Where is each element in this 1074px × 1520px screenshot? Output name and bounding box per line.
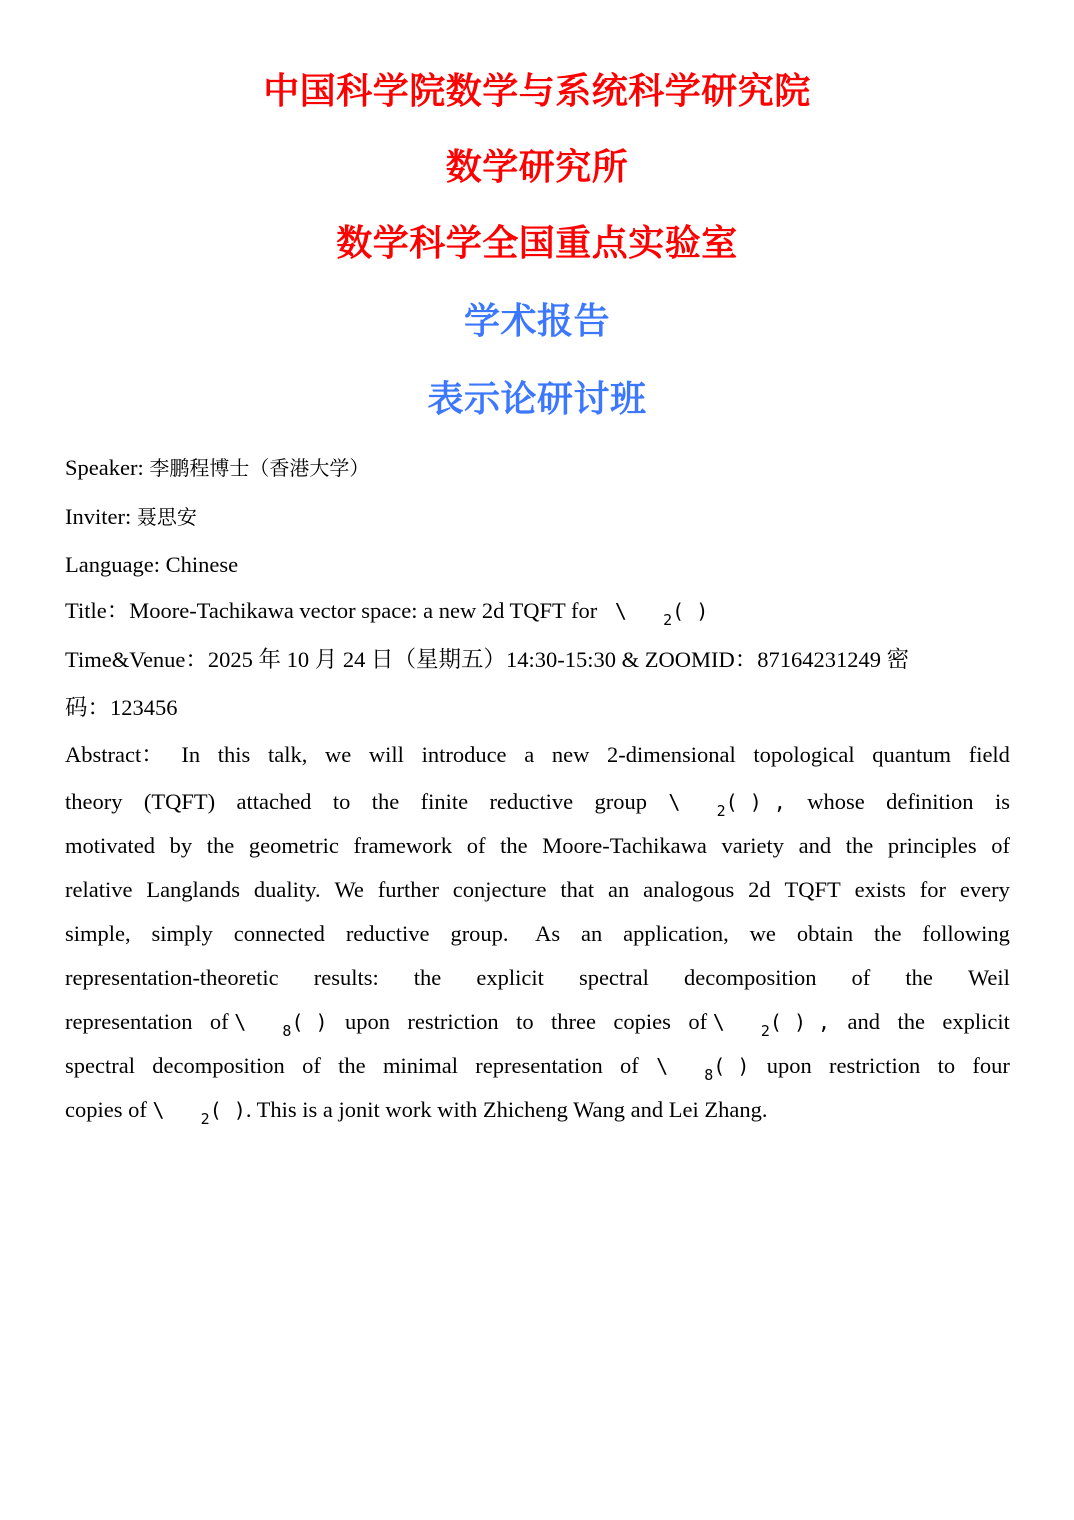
institute-heading: 中国科学院数学与系统科学研究院 (263, 71, 811, 112)
abstract-line: theory (TQFT) attached to the finite reductive group \ 2( ) , whose definition is (65, 789, 1010, 820)
title-label: Title： (65, 598, 130, 623)
time-value: 2025 年 10 月 24 日（星期五）14:30-15:30 & ZOOMID：87164231249 密 (207, 647, 910, 672)
title-value: Moore-Tachikawa vector space: a new 2d TQFT for (129, 598, 598, 623)
abstract-line: spectral decomposition of the minimal representation of \ 8( ) upon restriction to four (65, 1053, 1010, 1084)
seminar-heading: 表示论研讨班 (427, 379, 647, 420)
inviter-value: 聂思安 (136, 505, 197, 529)
subinstitute-heading: 数学研究所 (445, 147, 629, 188)
abstract-line: motivated by the geometric framework of the Moore-Tachikawa variety and the principles of (65, 833, 1010, 858)
speaker-value: 李鹏程博士（香港大学） (149, 456, 370, 480)
time-label: Time&Venue： (65, 647, 208, 672)
time-venue-line (65, 645, 1010, 675)
speaker-line (65, 453, 1010, 483)
language-value: Chinese (165, 552, 239, 577)
abstract-line: relative Langlands duality. We further conjecture that an analogous 2d TQFT exists for every (65, 877, 1010, 902)
time-value-cont: 码：123456 (65, 695, 178, 720)
speaker-label: Speaker: (65, 455, 144, 480)
group-symbol: \ $_2$( ) (602, 599, 709, 629)
abstract-line: simple, simply connected reductive group. As an application, we obtain the following (65, 921, 1010, 946)
inviter-label: Inviter: (65, 504, 132, 529)
inviter-line (65, 502, 1010, 532)
abstract-line: representation-theoretic results: the explicit spectral decomposition of the Weil (65, 965, 1010, 990)
time-venue-line-cont (65, 693, 1010, 723)
language-label: Language: (65, 552, 160, 577)
abstract-line: Abstract： In this talk, we will introduce a new 2-dimensional topological quantum field (65, 742, 1010, 767)
language-line (65, 550, 1010, 580)
title-line (65, 596, 1010, 628)
report-heading: 学术报告 (463, 301, 610, 342)
abstract-line: representation of \ 8( ) upon restriction to three copies of \ 2( ) , and the explicit (65, 1009, 1010, 1040)
lab-heading: 数学科学全国重点实验室 (336, 223, 738, 264)
abstract-line: copies of \ 2( ). This is a jonit work with Zhicheng Wang and Lei Zhang. (65, 1097, 768, 1128)
